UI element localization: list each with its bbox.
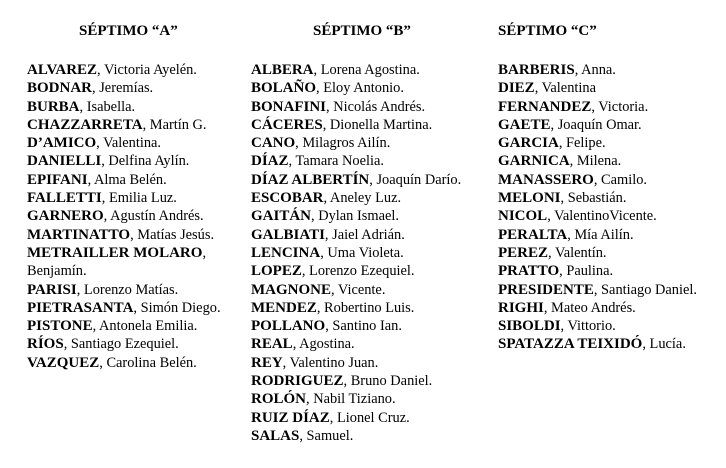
- student-entry: [251, 262, 491, 280]
- student-given-name: , Felipe.: [558, 135, 606, 152]
- student-surname: BOLAÑO: [251, 80, 317, 97]
- student-given-name: , Benjamín.: [27, 244, 207, 280]
- student-entry: [251, 317, 491, 335]
- student-entry: [27, 134, 249, 152]
- student-surname: ALBERA: [251, 62, 314, 78]
- student-surname: MARTINATTO: [27, 226, 131, 243]
- student-entry: [251, 409, 491, 427]
- student-given-name: , Agustín Andrés.: [103, 208, 204, 225]
- student-surname: MANASSERO: [498, 171, 594, 188]
- student-entry: [251, 427, 491, 445]
- student-surname: SIBOLDI: [498, 318, 561, 335]
- student-surname: RUIZ DÍAZ: [251, 409, 330, 426]
- student-given-name: , Tamara Noelia.: [288, 153, 384, 170]
- student-surname: RODRIGUEZ: [251, 373, 344, 390]
- student-surname: BODNAR: [27, 80, 93, 97]
- student-entry: [27, 61, 249, 79]
- student-entry: [251, 299, 491, 317]
- student-entry: [498, 171, 720, 189]
- student-surname: MELONI: [498, 190, 561, 207]
- student-surname: GARNICA: [498, 153, 570, 170]
- student-surname: REAL: [251, 336, 293, 353]
- student-given-name: , Lucía.: [642, 336, 686, 353]
- student-given-name: , Jaiel Adrián.: [324, 226, 405, 243]
- student-given-name: , Carolina Belén.: [99, 354, 197, 371]
- student-surname: CANO: [251, 135, 296, 152]
- student-entry: [498, 317, 720, 335]
- student-given-name: , Nabil Tiziano.: [306, 391, 396, 408]
- student-entry: [251, 134, 491, 152]
- student-given-name: , Simón Diego.: [133, 299, 221, 316]
- student-surname: SPATAZZA TEIXIDÓ: [498, 336, 643, 353]
- student-given-name: , Samuel.: [299, 427, 354, 444]
- student-entry: [27, 79, 249, 97]
- student-given-name: , Uma Violeta.: [320, 244, 404, 261]
- column-septimo-a: [27, 22, 249, 388]
- student-entry: [251, 390, 491, 408]
- student-entry: [498, 299, 720, 317]
- student-entry: [27, 98, 249, 116]
- student-surname: GARNERO: [27, 208, 104, 225]
- student-given-name: , Lorenzo Ezequiel.: [301, 263, 415, 280]
- student-given-name: , Mía Ailín.: [567, 226, 634, 243]
- student-surname: REY: [251, 354, 283, 371]
- column-heading: SÉPTIMO “B”: [313, 23, 411, 39]
- student-entry: [27, 335, 249, 353]
- student-surname: EPIFANI: [27, 171, 88, 188]
- student-given-name: , Valentina: [534, 80, 596, 97]
- student-surname: PRATTO: [498, 263, 560, 280]
- student-entry: [27, 207, 249, 225]
- student-entry: [498, 116, 720, 134]
- student-surname: BARBERIS: [498, 62, 575, 78]
- student-given-name: , Jeremías.: [92, 80, 154, 97]
- student-entry: [251, 372, 491, 390]
- student-given-name: , Camilo.: [593, 171, 648, 188]
- student-given-name: , Valentín.: [548, 244, 607, 261]
- student-entry: [27, 281, 249, 299]
- student-entry: [251, 244, 491, 262]
- student-given-name: , Mateo Andrés.: [543, 299, 636, 316]
- student-surname: PISTONE: [27, 318, 93, 335]
- student-list: [27, 61, 249, 372]
- student-surname: GAITÁN: [251, 208, 312, 225]
- student-given-name: , Emilia Luz.: [101, 190, 177, 207]
- student-given-name: , Eloy Antonio.: [316, 80, 404, 97]
- student-surname: PEREZ: [498, 244, 549, 261]
- student-given-name: , Sebastián.: [560, 190, 627, 207]
- student-given-name: , Agostina.: [292, 336, 355, 353]
- student-surname: MENDEZ: [251, 299, 317, 316]
- student-surname: LOPEZ: [251, 263, 302, 280]
- student-given-name: , Bruno Daniel.: [343, 373, 433, 390]
- student-surname: BONAFINI: [251, 98, 327, 115]
- student-entry: [498, 152, 720, 170]
- student-entry: [27, 116, 249, 134]
- student-surname: RÍOS: [27, 336, 64, 353]
- student-entry: [27, 317, 249, 335]
- student-entry: [498, 79, 720, 97]
- student-entry: [27, 299, 249, 317]
- student-surname: PARISI: [27, 281, 77, 298]
- student-given-name: , ValentinoVicente.: [547, 208, 657, 225]
- student-surname: POLLANO: [251, 318, 326, 335]
- student-given-name: , Isabella.: [79, 98, 136, 115]
- student-surname: GAETE: [498, 116, 551, 133]
- student-given-name: , Dionella Martina.: [322, 116, 433, 133]
- student-entry: [251, 354, 491, 372]
- student-surname: RIGHI: [498, 299, 544, 316]
- student-given-name: , Robertino Luis.: [316, 299, 415, 316]
- student-entry: [251, 226, 491, 244]
- student-surname: PERALTA: [498, 226, 568, 243]
- student-entry: [498, 226, 720, 244]
- student-given-name: , Anna.: [574, 62, 616, 78]
- student-entry: [498, 134, 720, 152]
- student-entry: [27, 152, 249, 170]
- student-surname: DANIELLI: [27, 153, 102, 170]
- student-list: [498, 61, 720, 354]
- column-septimo-c: [498, 22, 720, 370]
- student-entry: [27, 171, 249, 189]
- column-septimo-b: [251, 22, 491, 461]
- student-entry: [251, 152, 491, 170]
- student-surname: ALVAREZ: [27, 62, 98, 78]
- student-given-name: , Santino Ian.: [325, 318, 402, 335]
- student-given-name: , Antonela Emilia.: [92, 318, 198, 335]
- student-given-name: , Delfina Aylín.: [101, 153, 190, 170]
- student-given-name: , Valentino Juan.: [282, 354, 379, 371]
- student-entry: [251, 171, 491, 189]
- column-heading: SÉPTIMO “A”: [79, 23, 178, 39]
- student-entry: [27, 189, 249, 207]
- student-given-name: , Valentina.: [96, 135, 162, 152]
- student-entry: [251, 207, 491, 225]
- student-entry: [27, 226, 249, 244]
- student-entry: [251, 189, 491, 207]
- student-surname: LENCINA: [251, 244, 321, 261]
- student-entry: [498, 335, 720, 353]
- student-entry: [498, 262, 720, 280]
- student-given-name: , Victoria.: [591, 98, 649, 115]
- student-given-name: , Nicolás Andrés.: [326, 98, 426, 115]
- student-given-name: , Matías Jesús.: [130, 226, 215, 243]
- student-given-name: , Aneley Luz.: [323, 190, 402, 207]
- student-surname: BURBA: [27, 98, 80, 115]
- student-given-name: , Paulina.: [559, 263, 614, 280]
- student-surname: GARCIA: [498, 135, 559, 152]
- student-given-name: , Dylan Ismael.: [311, 208, 399, 225]
- student-surname: DÍAZ: [251, 153, 289, 170]
- student-surname: METRAILLER MOLARO: [27, 244, 203, 261]
- student-surname: DÍAZ ALBERTÍN: [251, 171, 370, 188]
- student-entry: [251, 116, 491, 134]
- student-surname: ESCOBAR: [251, 190, 324, 207]
- student-entry: [498, 244, 720, 262]
- student-surname: D’AMICO: [27, 135, 97, 152]
- student-surname: FALLETTI: [27, 190, 102, 207]
- student-given-name: , Santiago Ezequiel.: [63, 336, 179, 353]
- student-entry: [27, 244, 249, 281]
- student-surname: MAGNONE: [251, 281, 331, 298]
- student-surname: GALBIATI: [251, 226, 325, 243]
- student-surname: DIEZ: [498, 80, 535, 97]
- column-heading: SÉPTIMO “C”: [498, 23, 597, 39]
- student-given-name: , Vittorio.: [560, 318, 616, 335]
- student-given-name: , Victoria Ayelén.: [97, 62, 197, 78]
- student-entry: [251, 281, 491, 299]
- student-entry: [251, 61, 491, 79]
- student-surname: FERNANDEZ: [498, 98, 592, 115]
- student-given-name: , Santiago Daniel.: [593, 281, 697, 298]
- student-given-name: , Joaquín Darío.: [369, 171, 462, 188]
- student-entry: [498, 281, 720, 299]
- student-surname: PIETRASANTA: [27, 299, 134, 316]
- student-entry: [498, 189, 720, 207]
- student-given-name: , Joaquín Omar.: [550, 116, 642, 133]
- student-given-name: , Alma Belén.: [87, 171, 167, 188]
- student-surname: CÁCERES: [251, 116, 323, 133]
- student-surname: VAZQUEZ: [27, 354, 100, 371]
- student-given-name: , Milagros Ailín.: [295, 135, 391, 152]
- student-surname: SALAS: [251, 427, 300, 444]
- student-given-name: , Milena.: [569, 153, 622, 170]
- student-entry: [251, 98, 491, 116]
- student-surname: CHAZZARRETA: [27, 116, 143, 133]
- student-given-name: , Martín G.: [142, 116, 207, 133]
- student-given-name: , Lorenzo Matías.: [76, 281, 179, 298]
- student-entry: [251, 79, 491, 97]
- student-entry: [27, 354, 249, 372]
- student-given-name: , Vicente.: [331, 281, 386, 298]
- student-given-name: , Lorena Agostina.: [313, 62, 420, 78]
- student-surname: NICOL: [498, 208, 548, 225]
- student-list: [251, 61, 491, 445]
- student-given-name: , Lionel Cruz.: [329, 409, 410, 426]
- student-surname: ROLÓN: [251, 391, 307, 408]
- student-entry: [498, 61, 720, 79]
- student-entry: [251, 335, 491, 353]
- student-entry: [498, 98, 720, 116]
- student-surname: PRESIDENTE: [498, 281, 594, 298]
- student-entry: [498, 207, 720, 225]
